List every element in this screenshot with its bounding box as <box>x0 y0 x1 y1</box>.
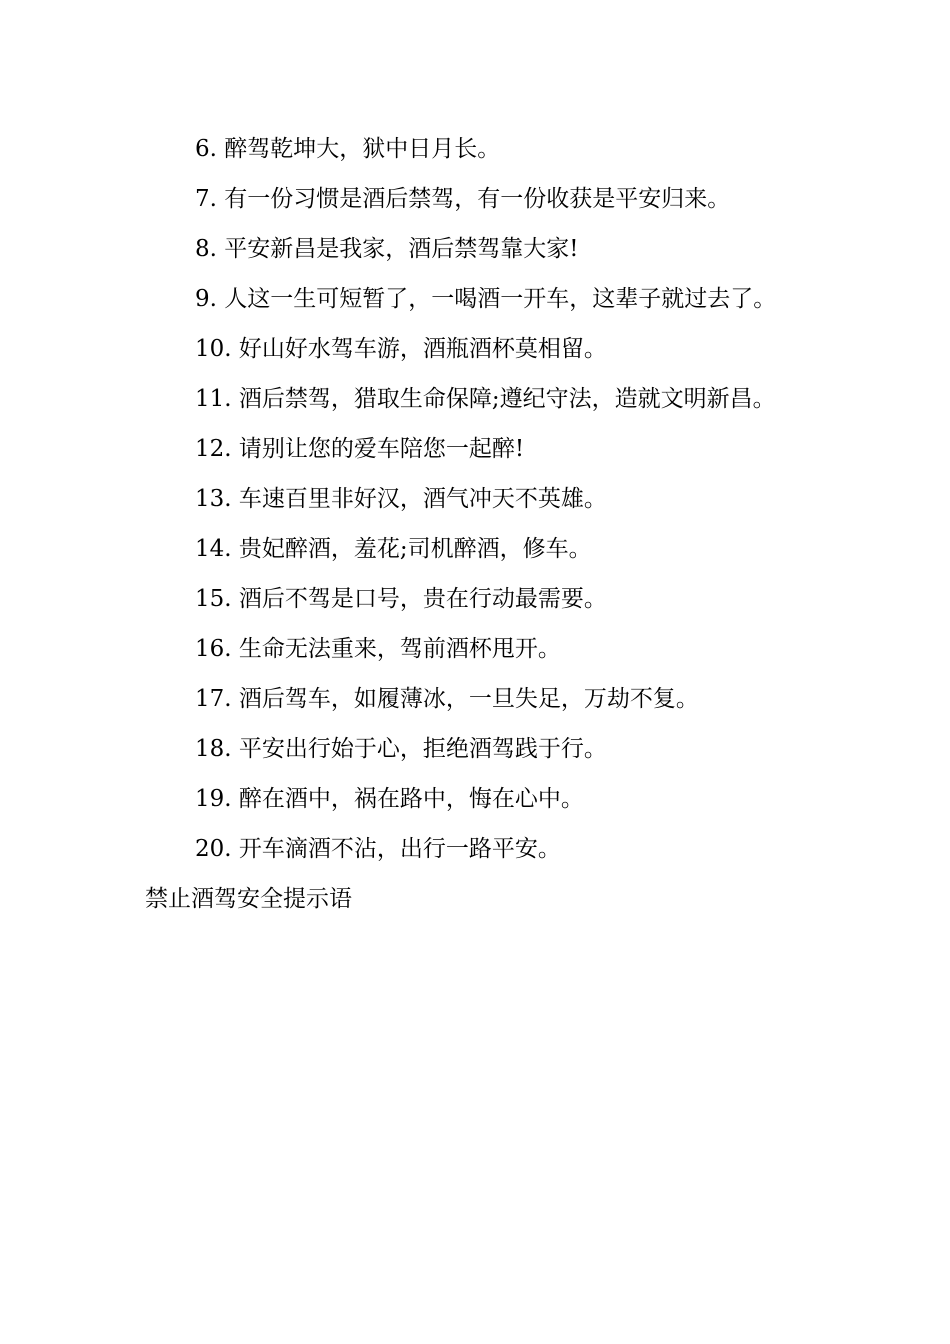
slogan-item-17: 17. 酒后驾车，如履薄冰，一旦失足，万劫不复。 <box>195 686 699 712</box>
slogan-item-11: 11. 酒后禁驾，猎取生命保障;遵纪守法，造就文明新昌。 <box>195 386 776 412</box>
slogan-item-6: 6. 醉驾乾坤大，狱中日月长。 <box>195 136 501 162</box>
slogan-item-15: 15. 酒后不驾是口号，贵在行动最需要。 <box>195 586 607 612</box>
slogan-item-20: 20. 开车滴酒不沾，出行一路平安。 <box>195 836 561 862</box>
slogan-item-14: 14. 贵妃醉酒，羞花;司机醉酒，修车。 <box>195 536 592 562</box>
slogan-item-19: 19. 醉在酒中，祸在路中，悔在心中。 <box>195 786 584 812</box>
slogan-item-13: 13. 车速百里非好汉，酒气冲天不英雄。 <box>195 486 607 512</box>
slogan-item-8: 8. 平安新昌是我家，酒后禁驾靠大家! <box>195 236 579 262</box>
slogan-item-7: 7. 有一份习惯是酒后禁驾，有一份收获是平安归来。 <box>195 186 731 212</box>
slogan-item-10: 10. 好山好水驾车游，酒瓶酒杯莫相留。 <box>195 336 607 362</box>
document-body <box>145 124 810 924</box>
section-heading: 禁止酒驾安全提示语 <box>145 886 352 912</box>
slogan-item-9: 9. 人这一生可短暂了，一喝酒一开车，这辈子就过去了。 <box>195 286 777 312</box>
slogan-item-16: 16. 生命无法重来，驾前酒杯甩开。 <box>195 636 561 662</box>
slogan-item-12: 12. 请别让您的爱车陪您一起醉! <box>195 436 525 462</box>
slogan-item-18: 18. 平安出行始于心，拒绝酒驾践于行。 <box>195 736 607 762</box>
